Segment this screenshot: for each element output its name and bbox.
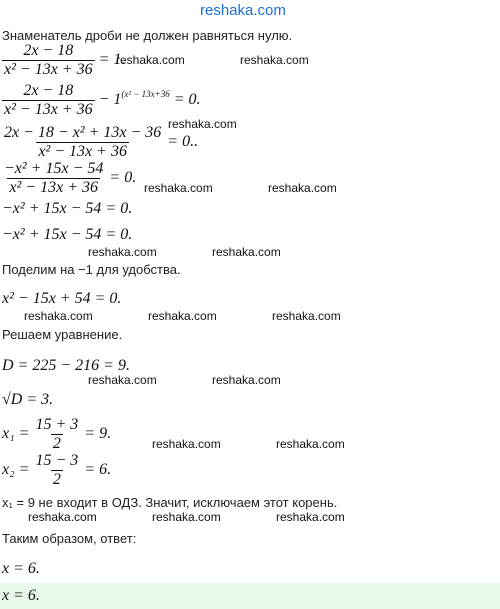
eq3-numerator: 2x − 18 − x² + 13x − 36 [4, 124, 162, 141]
odz-note: x₁ = 9 не входит в ОДЗ. Значит, исключаем этот корень. [2, 495, 338, 510]
eq3-rhs: = 0.. [167, 133, 199, 151]
equation-2 [2, 82, 201, 119]
watermark: reshaka.com [212, 373, 281, 387]
watermark: reshaka.com [152, 437, 221, 451]
discriminant: D = 225 − 216 = 9. [2, 357, 130, 374]
watermark: reshaka.com [88, 373, 157, 387]
answer-highlight [0, 583, 500, 609]
sqrt-discriminant: √D = 3. [2, 391, 54, 408]
eq1-denominator: x² − 13x + 36 [4, 61, 93, 78]
x1-rhs: = 9. [84, 425, 112, 443]
equation-4 [2, 160, 136, 197]
site-title[interactable]: reshaka.com [200, 2, 286, 19]
conclusion-text: Таким образом, ответ: [2, 531, 137, 546]
watermark: reshaka.com [144, 181, 213, 195]
highlighted-answer: x = 6. [2, 587, 40, 604]
watermark: reshaka.com [240, 53, 309, 67]
watermark: reshaka.com [28, 510, 97, 524]
equation-1 [2, 42, 125, 79]
x2-numerator: 15 − 3 [35, 452, 79, 469]
eq2-denominator: x² − 13x + 36 [4, 101, 93, 118]
watermark: reshaka.com [272, 309, 341, 323]
eq1-rhs: = 1. [98, 51, 126, 69]
watermark: reshaka.com [276, 437, 345, 451]
x2-rhs: = 6. [84, 461, 112, 479]
eq2-exponent: (x² − 13x+36 [121, 89, 170, 100]
divide-note: Поделим на −1 для удобства. [2, 262, 181, 277]
x1-numerator: 15 + 3 [35, 416, 79, 433]
watermark: reshaka.com [88, 245, 157, 259]
eq2-minus-one: − 1 [98, 91, 122, 109]
x1-denominator: 2 [52, 435, 61, 452]
watermark: reshaka.com [168, 117, 237, 131]
solve-note: Решаем уравнение. [2, 327, 123, 342]
root-x1 [2, 416, 111, 453]
intro-text: Знаменатель дроби не должен равняться нулю. [2, 28, 293, 43]
equation-7: x² − 15x + 54 = 0. [2, 290, 122, 307]
watermark: reshaka.com [152, 510, 221, 524]
eq4-rhs: = 0. [109, 169, 137, 187]
x2-denominator: 2 [52, 471, 61, 488]
watermark: reshaka.com [276, 510, 345, 524]
watermark: reshaka.com [116, 53, 185, 67]
watermark: reshaka.com [148, 309, 217, 323]
watermark: reshaka.com [24, 309, 93, 323]
watermark: reshaka.com [268, 181, 337, 195]
equation-6: −x² + 15x − 54 = 0. [2, 226, 133, 243]
watermark: reshaka.com [212, 245, 281, 259]
eq4-numerator: −x² + 15x − 54 [4, 160, 104, 177]
eq1-numerator: 2x − 18 [23, 42, 74, 59]
eq3-denominator: x² − 13x + 36 [38, 143, 127, 160]
root-x2 [2, 452, 111, 489]
answer-line: x = 6. [2, 560, 40, 577]
eq2-numerator: 2x − 18 [23, 82, 74, 99]
x2-lhs: x₂ = [2, 461, 30, 479]
eq2-rhs: = 0. [173, 91, 201, 109]
eq4-denominator: x² − 13x + 36 [9, 179, 98, 196]
x1-lhs: x₁ = [2, 425, 30, 443]
equation-5: −x² + 15x − 54 = 0. [2, 200, 133, 217]
